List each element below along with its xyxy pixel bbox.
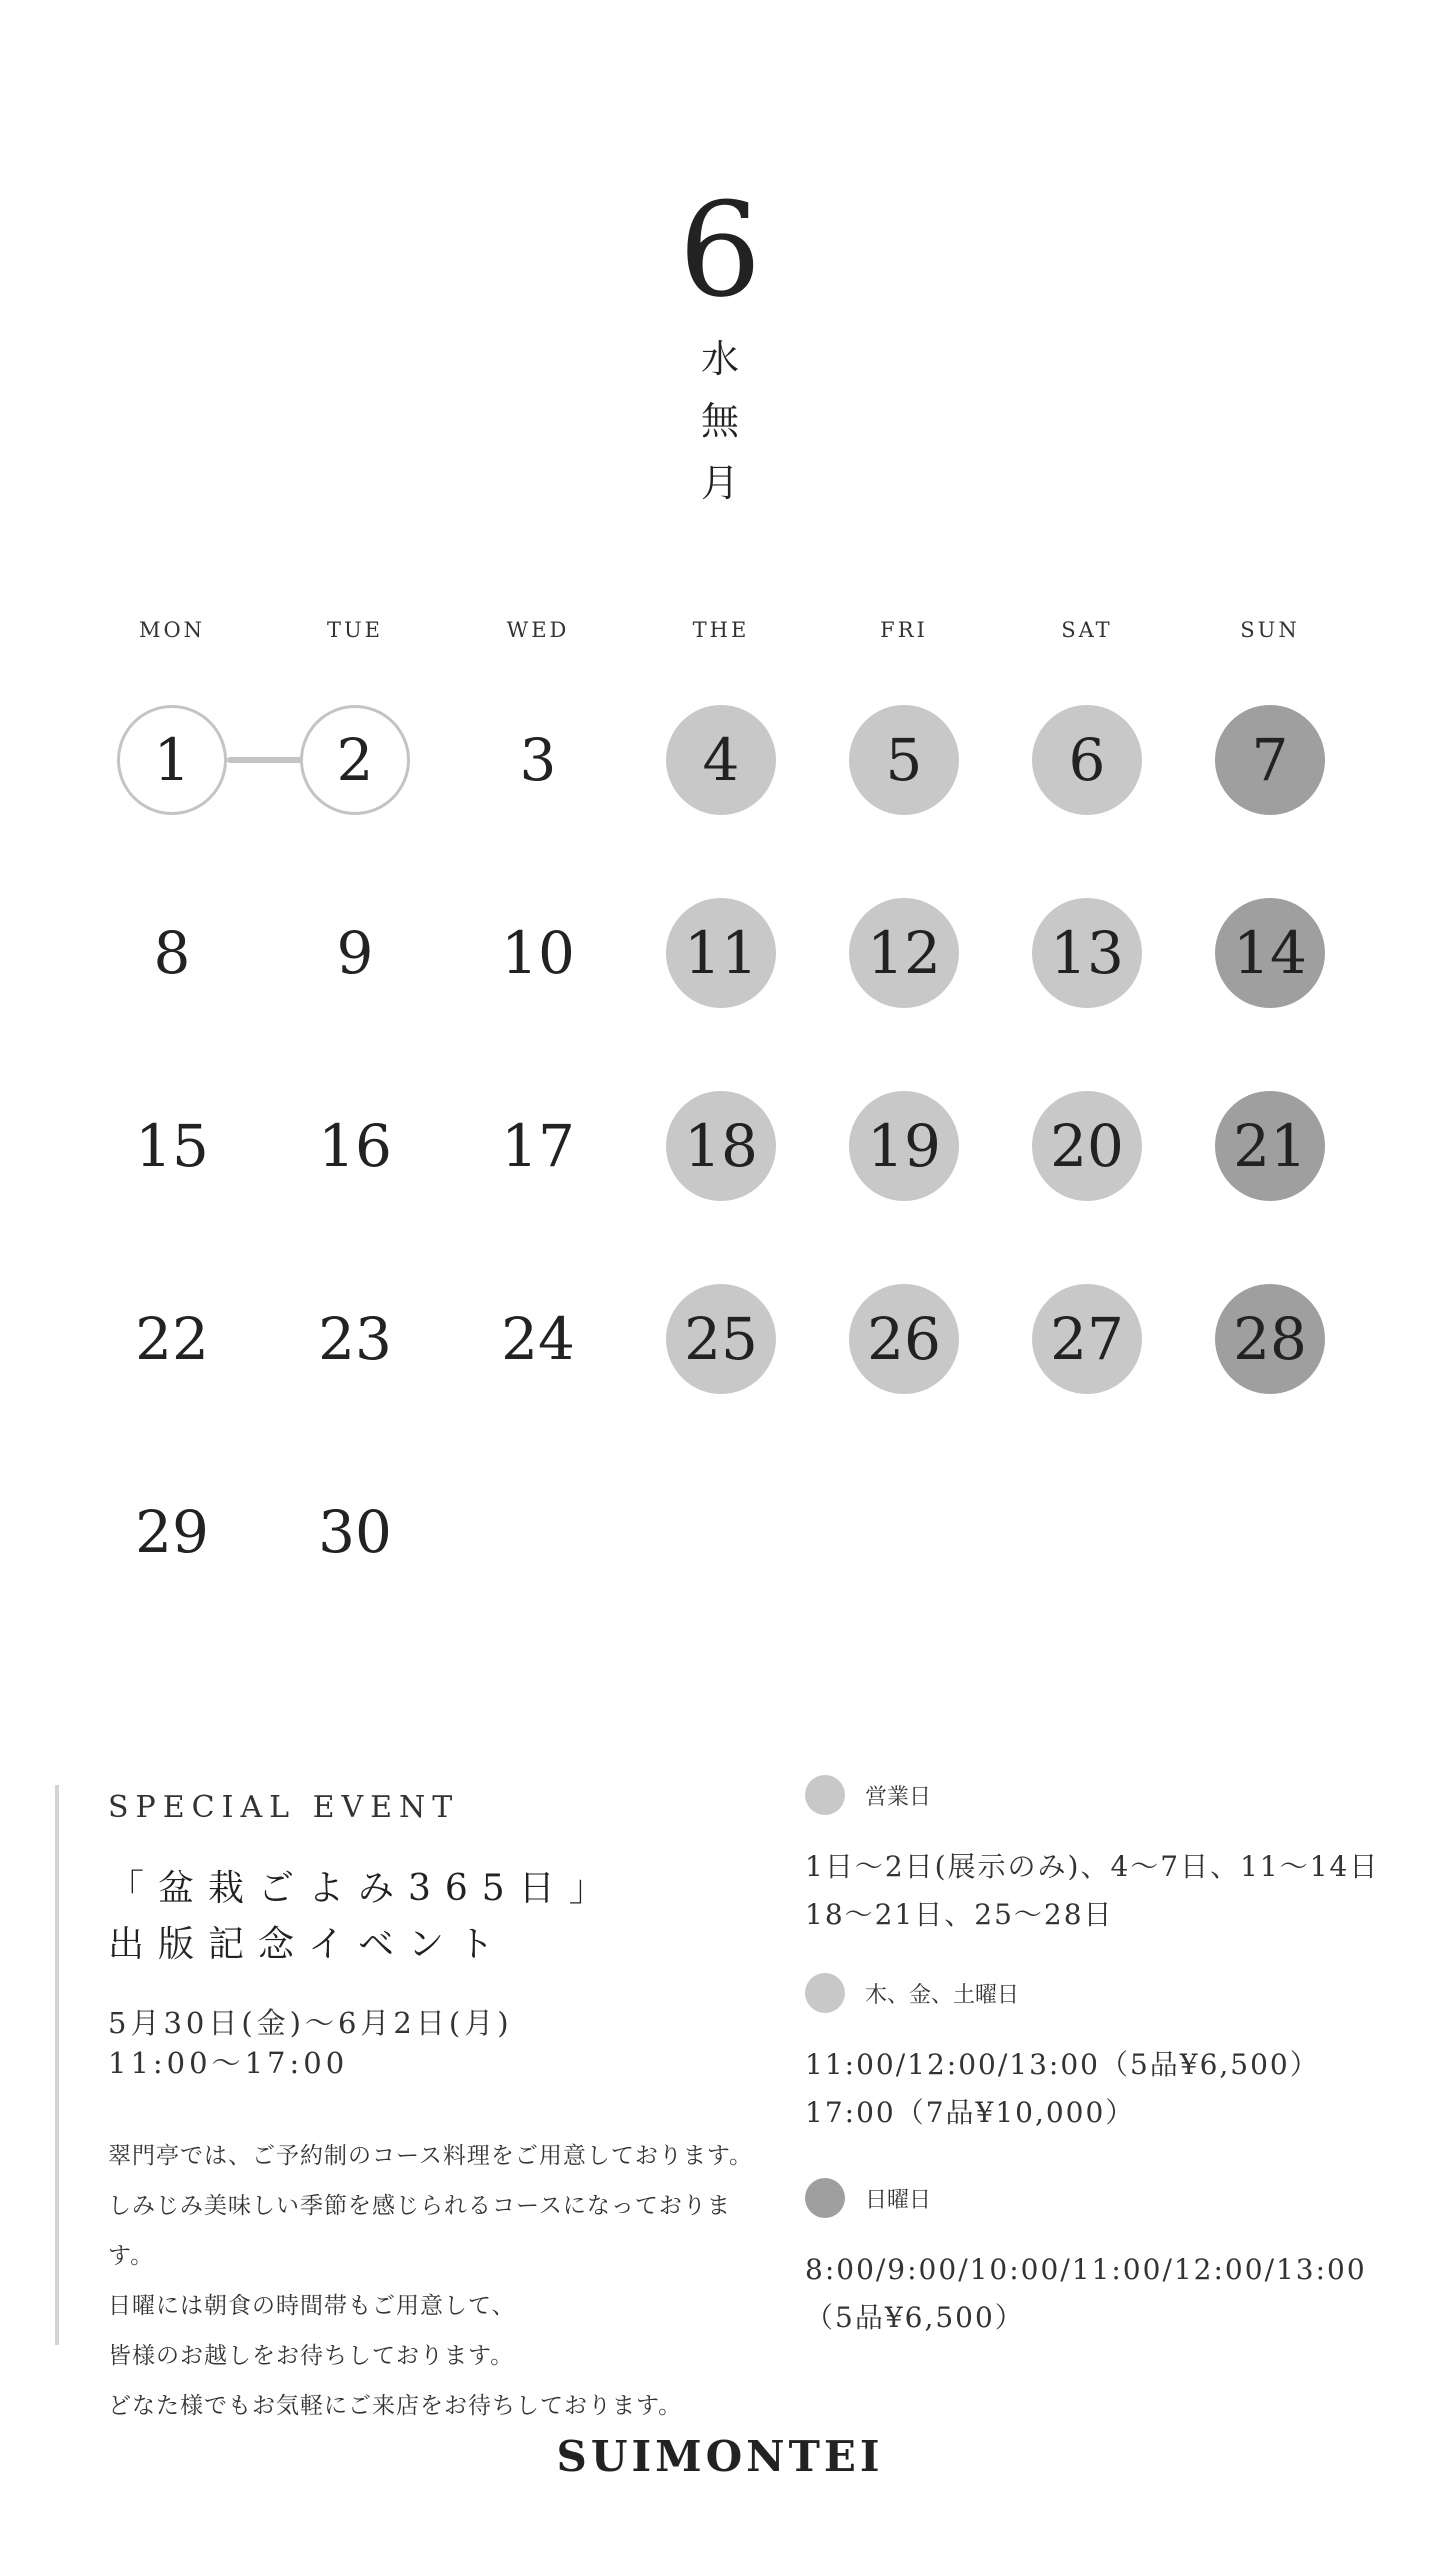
- event-title: [108, 1861, 768, 1973]
- brand-logo: SUIMONTEI: [556, 2432, 884, 2481]
- event-time-line: 11:00〜17:00: [108, 2046, 349, 2080]
- calendar-day-15: 15: [135, 1112, 209, 1180]
- legend-label: 日曜日: [865, 2187, 932, 2213]
- calendar-day-6: 6: [1032, 705, 1142, 815]
- description-line: 翠門亭では、ご予約制のコース料理をご用意しております。: [108, 2143, 754, 2169]
- calendar-day-27: 27: [1032, 1284, 1142, 1394]
- calendar-day-10: 10: [501, 919, 575, 987]
- calendar-day-23: 23: [318, 1305, 392, 1373]
- weekday-thu: THE: [692, 618, 750, 642]
- month-number: 6: [678, 174, 762, 326]
- legend-line: 18〜21日、25〜28日: [805, 1898, 1114, 1931]
- calendar-day-16: 16: [318, 1112, 392, 1180]
- legend-sunday-hours: [805, 2178, 1405, 2342]
- calendar-day-19: 19: [849, 1091, 959, 1201]
- event-title-line: 出版記念イベント: [108, 1924, 509, 1965]
- legend-line: 8:00/9:00/10:00/11:00/12:00/13:00: [805, 2253, 1367, 2286]
- calendar-day-24: 24: [501, 1305, 575, 1373]
- weekday-sat: SAT: [1061, 618, 1113, 642]
- event-divider: [55, 1785, 59, 2345]
- legend-dot-sunday: [805, 2178, 845, 2218]
- event-title-line: 「盆栽ごよみ365日」: [108, 1868, 619, 1909]
- weekday-sun: SUN: [1240, 618, 1300, 642]
- legend-label: 営業日: [865, 1784, 932, 1810]
- description-line: どなた様でもお気軽にご来店をお待ちしております。: [108, 2393, 683, 2419]
- legend-label: 木、金、土曜日: [865, 1982, 1020, 2008]
- event-date-line: 5月30日(金)〜6月2日(月): [108, 2006, 513, 2040]
- calendar-day-21: 21: [1215, 1091, 1325, 1201]
- calendar-day-9: 9: [336, 919, 374, 987]
- description-line: 皆様のお越しをお待ちしております。: [108, 2343, 515, 2369]
- calendar-day-25: 25: [666, 1284, 776, 1394]
- weekday-fri: FRI: [880, 618, 928, 642]
- legend-business-days: [805, 1775, 1405, 1939]
- calendar-day-5: 5: [849, 705, 959, 815]
- month-name-char: 水: [700, 337, 739, 381]
- legend-line: 17:00（7品¥10,000）: [805, 2096, 1136, 2129]
- event-description: [108, 2131, 768, 2431]
- event-date: [108, 2003, 768, 2083]
- legend-line: 11:00/12:00/13:00（5品¥6,500）: [805, 2048, 1320, 2081]
- legend-dot-open: [805, 1775, 845, 1815]
- description-line: 日曜には朝食の時間帯もご用意して、: [108, 2293, 516, 2319]
- month-name-char: 月: [700, 461, 739, 505]
- calendar-day-1: 1: [117, 705, 227, 815]
- event-label: SPECIAL EVENT: [108, 1790, 460, 1825]
- calendar-day-8: 8: [153, 919, 191, 987]
- calendar-day-14: 14: [1215, 898, 1325, 1008]
- weekday-mon: MON: [138, 618, 206, 642]
- legend-dot-weekday: [805, 1973, 845, 2013]
- weekday-tue: TUE: [326, 618, 384, 642]
- calendar-day-12: 12: [849, 898, 959, 1008]
- special-event: [108, 1790, 768, 2431]
- weekday-wed: WED: [506, 618, 570, 642]
- calendar-day-7: 7: [1215, 705, 1325, 815]
- calendar-day-29: 29: [135, 1498, 209, 1566]
- calendar-day-13: 13: [1032, 898, 1142, 1008]
- calendar-day-22: 22: [135, 1305, 209, 1373]
- legend-weekday-hours: [805, 1973, 1405, 2137]
- calendar-day-20: 20: [1032, 1091, 1142, 1201]
- calendar-day-4: 4: [666, 705, 776, 815]
- calendar-day-11: 11: [666, 898, 776, 1008]
- calendar-day-3: 3: [519, 726, 557, 794]
- calendar-day-30: 30: [318, 1498, 392, 1566]
- description-line: しみじみ美味しい季節を感じられるコースになっております。: [108, 2193, 731, 2269]
- legend-line: 1日〜2日(展示のみ)、4〜7日、11〜14日: [805, 1850, 1380, 1883]
- legend-line: （5品¥6,500）: [805, 2301, 1025, 2334]
- calendar-day-18: 18: [666, 1091, 776, 1201]
- calendar-day-26: 26: [849, 1284, 959, 1394]
- calendar-day-2: 2: [300, 705, 410, 815]
- calendar-day-17: 17: [501, 1112, 575, 1180]
- month-name-char: 無: [700, 399, 739, 443]
- calendar-day-28: 28: [1215, 1284, 1325, 1394]
